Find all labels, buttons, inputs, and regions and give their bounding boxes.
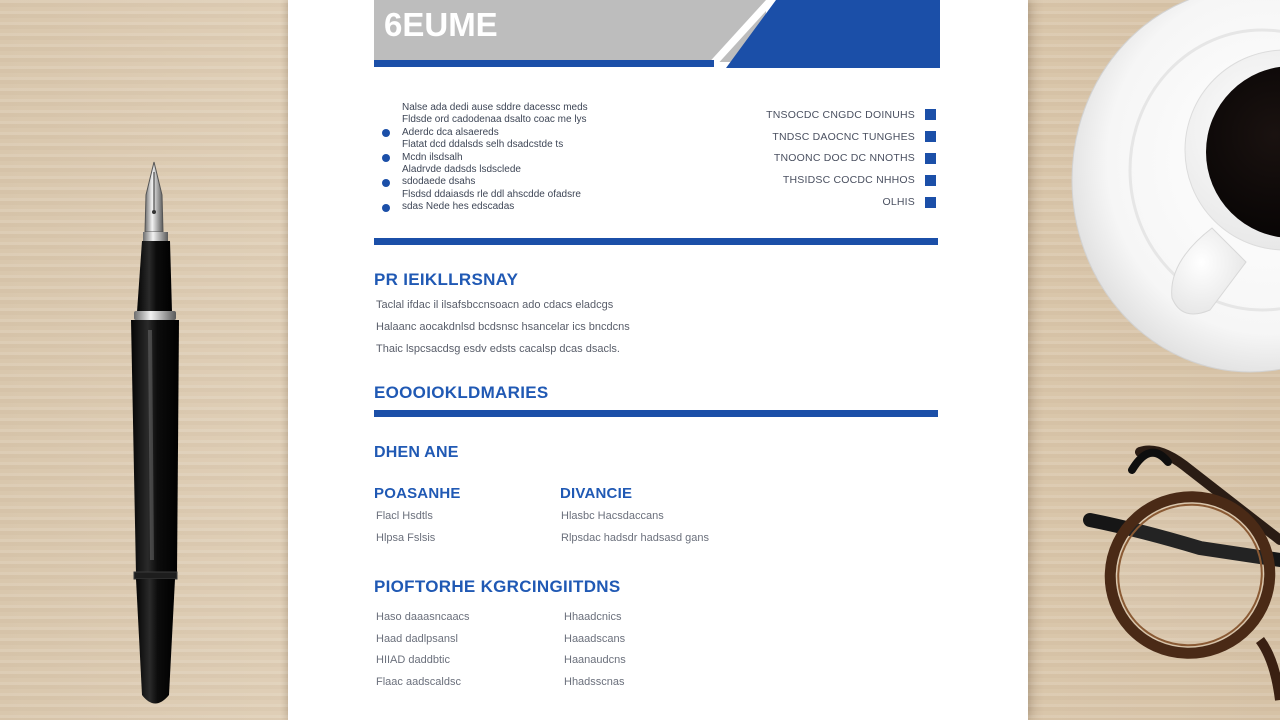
certifications-heading: PIOFTORHE KGRCINGIITDNS — [374, 577, 621, 596]
contact-item — [382, 102, 632, 114]
skills-item-label: TNOONC DOC DC NNOTHS — [773, 152, 915, 165]
bullet-icon — [382, 204, 390, 212]
detail-line: Haad dadlpsansl — [376, 632, 458, 645]
detail-line: HIIAD daddbtic — [376, 654, 450, 666]
pen-lower-ring — [134, 572, 177, 579]
contact-item — [382, 114, 632, 139]
summary-line: Thaic lspcsacdsg esdv edsts cacalsp dcas dsacls. — [376, 343, 620, 355]
header-underline — [374, 60, 714, 67]
summary-line: Taclal ifdac il ilsafsbccnsoacn ado cdacs eladcgs — [376, 299, 614, 311]
skills-item — [688, 104, 936, 126]
section-divider — [374, 410, 938, 417]
glasses-arm — [1140, 450, 1280, 540]
pen-center-band — [134, 311, 176, 320]
bullet-icon — [382, 154, 390, 162]
experience-right-heading: DIVANCIE — [560, 485, 633, 502]
detail-line: Haanaudcns — [564, 654, 626, 666]
square-bullet-icon — [925, 153, 936, 164]
pen-section — [137, 241, 172, 312]
cup-rim — [1185, 50, 1280, 250]
bullet-icon — [382, 129, 390, 137]
square-bullet-icon — [925, 175, 936, 186]
skills-list — [688, 104, 936, 213]
contact-line: Nalse ada dedi ause sddre dacessc meds — [402, 102, 588, 113]
pen-grip-ring — [143, 232, 168, 241]
contact-line: Flsdsd ddaiasds rle ddl ahscdde ofadsre — [402, 188, 581, 200]
experience-left-details — [376, 506, 435, 549]
skills-item-label: TNSOCDC CNGDC DOINUHS — [766, 108, 915, 121]
cup-handle — [1172, 228, 1246, 314]
saucer — [1072, 0, 1280, 372]
square-bullet-icon — [925, 197, 936, 208]
contact-line: Mcdn ilsdsalh — [402, 151, 463, 163]
square-bullet-icon — [925, 109, 936, 120]
contact-line: Fldsde ord cadodenaa dsalto coac me lys — [402, 114, 587, 126]
resume-title: 6EUME — [384, 6, 498, 43]
skills-item — [688, 126, 936, 148]
summary-paragraph — [376, 294, 696, 360]
detail-line: Hlpsa Fslsis — [376, 531, 436, 544]
skills-item — [688, 169, 936, 191]
detail-line: Rlpsdac hadsdr hadsasd gans — [561, 531, 709, 544]
resume-paper — [288, 0, 1028, 720]
eyeglasses-icon — [1088, 450, 1280, 700]
glasses-temple — [1090, 520, 1280, 560]
contact-line: sdas Nede hes edscadas — [402, 201, 515, 213]
detail-line: Hlasbc Hacsdaccans — [561, 510, 664, 522]
experience-heading: EOOOIOKLDMARIES — [374, 383, 549, 402]
contact-list — [382, 102, 632, 214]
experience-subtitle: DHEN ANE — [374, 444, 459, 461]
square-bullet-icon — [925, 131, 936, 142]
contact-item — [382, 189, 632, 214]
detail-line: Flaac aadscaldsc — [376, 675, 461, 688]
glasses-lens-highlight — [1098, 485, 1280, 666]
contact-item — [382, 139, 632, 164]
saucer-inner-ring — [1130, 30, 1280, 310]
contact-line: Flatat dcd ddalsds selh dsadcstde ts — [402, 139, 564, 151]
coffee — [1206, 66, 1280, 238]
skills-item — [688, 148, 936, 170]
glasses-bridge — [1260, 640, 1280, 700]
section-divider — [374, 238, 938, 245]
certifications-left-list — [376, 607, 470, 693]
glasses-hinge — [1132, 453, 1168, 470]
experience-right-details — [561, 506, 709, 549]
summary-heading: PR IEIKLLRSNAY — [374, 270, 519, 289]
detail-line: Hhaadcnics — [564, 611, 622, 623]
skills-item-label: TNDSC DAOCNC TUNGHES — [772, 130, 915, 143]
pen-nib — [145, 162, 163, 232]
skills-item-label: THSIDSC COCDC NHHOS — [782, 174, 915, 187]
detail-line: Haso daaasncaacs — [376, 611, 470, 623]
contact-line: Aladrvde dadsds lsdsclede — [402, 164, 521, 176]
pen-barrel — [131, 320, 179, 574]
detail-line: Hhadsscnas — [564, 675, 625, 688]
pen-end-cap — [136, 579, 175, 704]
certifications-right-list — [564, 607, 626, 693]
contact-line: sdodaede dsahs — [402, 176, 476, 188]
experience-left-heading: POASANHE — [374, 485, 461, 502]
skills-item — [688, 191, 936, 213]
detail-line: Flacl Hsdtls — [376, 510, 433, 522]
bullet-icon — [382, 179, 390, 187]
contact-item — [382, 164, 632, 189]
detail-line: Haaadscans — [564, 632, 626, 645]
skills-item-label: OLHIS — [882, 196, 915, 209]
summary-line: Halaanc aocakdnlsd bcdsnsc hsancelar ics bncdcns — [376, 321, 630, 333]
glasses-lens-frame — [1088, 474, 1280, 675]
contact-line: Aderdc dca alsaereds — [402, 126, 499, 138]
coffee-cup-icon — [1072, 0, 1280, 372]
